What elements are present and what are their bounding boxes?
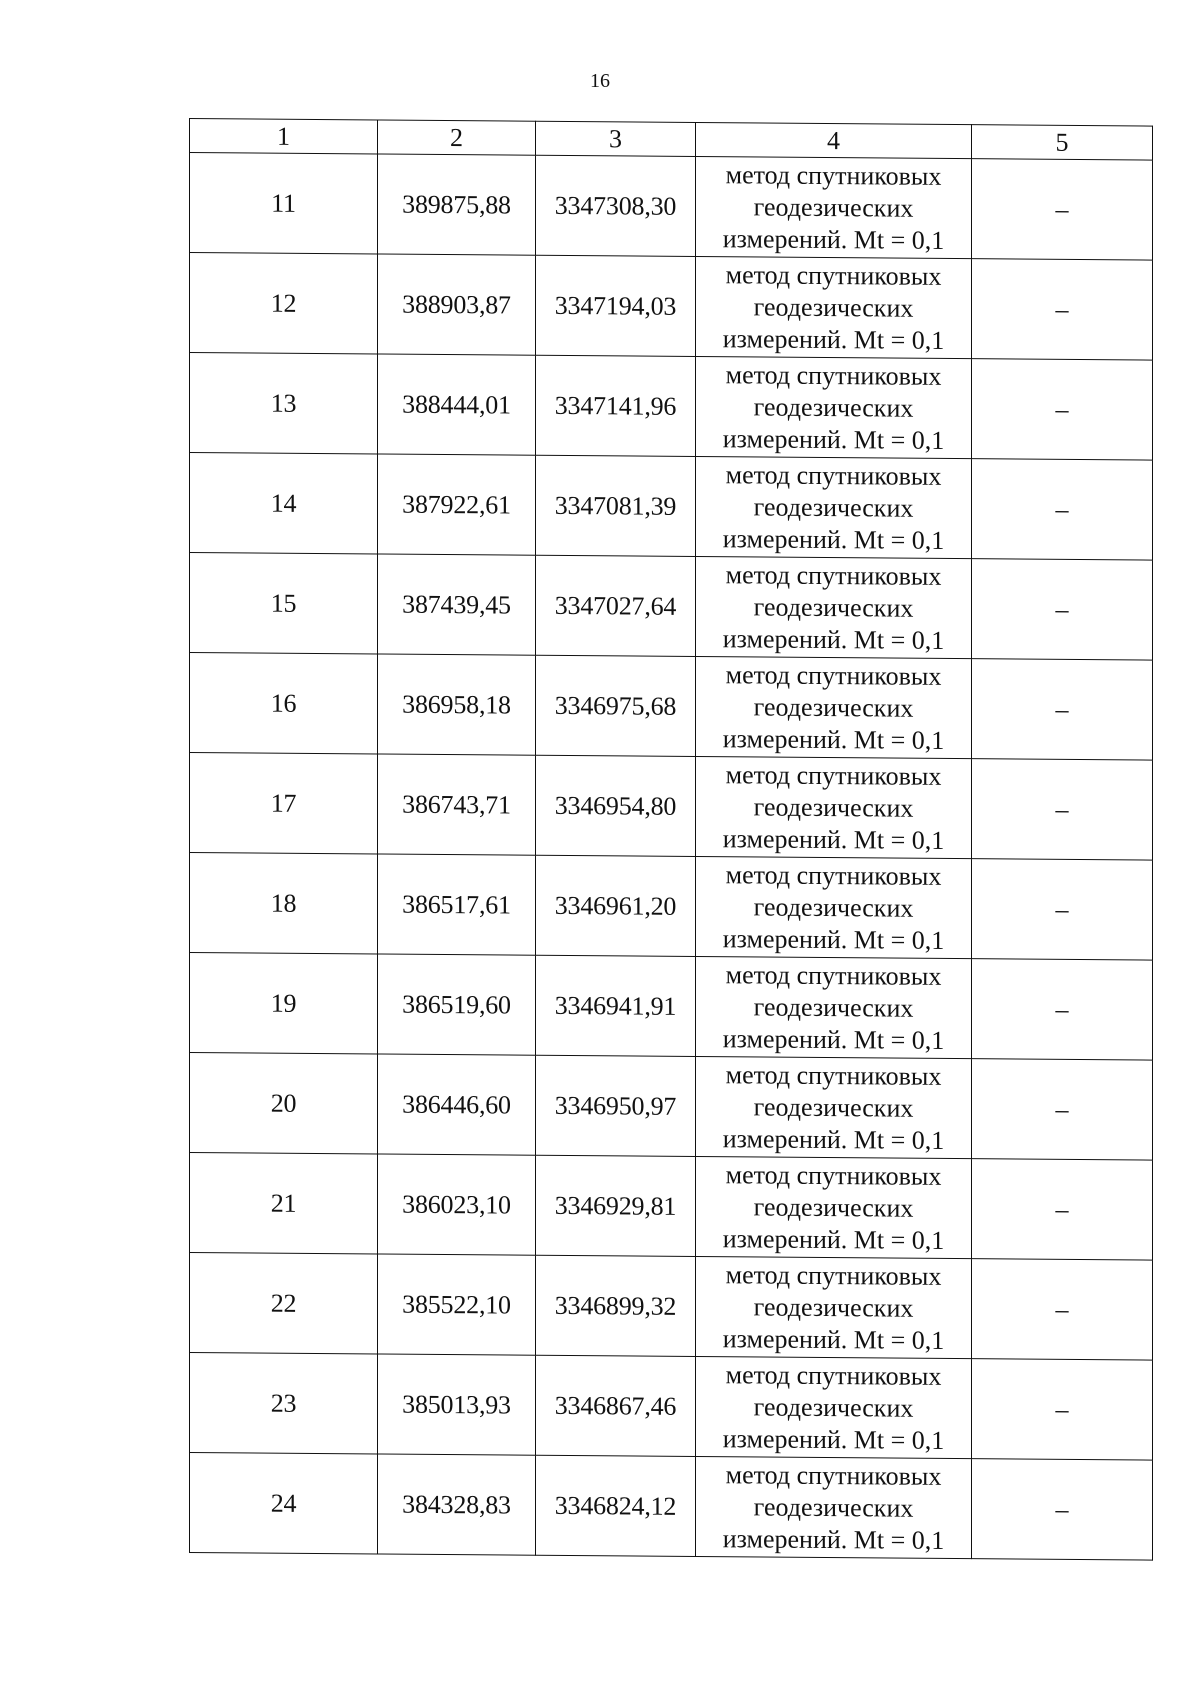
x-coordinate-cell: 384328,83	[378, 1454, 536, 1555]
table-row	[190, 253, 1153, 361]
method-cell	[696, 156, 972, 258]
method-cell	[696, 356, 972, 458]
point-number-cell: 21	[190, 1153, 378, 1254]
y-coordinate-cell: 3347194,03	[536, 255, 696, 356]
point-number-cell: 19	[190, 953, 378, 1054]
x-coordinate-cell: 386519,60	[378, 954, 536, 1055]
y-coordinate-cell: 3346867,46	[536, 1355, 696, 1456]
x-coordinate-cell: 386517,61	[378, 854, 536, 955]
column-header: 4	[696, 122, 972, 158]
point-number-cell: 15	[190, 553, 378, 654]
y-coordinate-cell: 3346954,80	[536, 755, 696, 856]
method-line: измерений. Mt = 0,1	[722, 1423, 945, 1455]
note-cell: –	[972, 1059, 1153, 1160]
method-line: измерений. Mt = 0,1	[722, 823, 945, 855]
method-line: метод спутниковых	[725, 1359, 942, 1391]
point-number-cell: 23	[190, 1353, 378, 1454]
column-header: 5	[972, 125, 1153, 160]
method-line: измерений. Mt = 0,1	[722, 1323, 945, 1355]
point-number-cell: 24	[190, 1453, 378, 1554]
method-cell	[696, 1456, 972, 1558]
method-line: геодезических	[753, 191, 914, 223]
x-coordinate-cell: 386023,10	[378, 1154, 536, 1255]
note-cell: –	[972, 159, 1153, 260]
table-row	[190, 1253, 1153, 1361]
method-line: измерений. Mt = 0,1	[722, 1023, 945, 1055]
method-line: измерений. Mt = 0,1	[722, 923, 945, 955]
method-cell	[696, 756, 972, 858]
method-line: метод спутниковых	[725, 759, 942, 791]
point-number-cell: 14	[190, 453, 378, 554]
method-line: измерений. Mt = 0,1	[722, 623, 945, 655]
point-number-cell: 18	[190, 853, 378, 954]
point-number-cell: 20	[190, 1053, 378, 1154]
note-cell: –	[972, 859, 1153, 960]
table-row	[190, 353, 1153, 461]
method-cell	[696, 456, 972, 558]
x-coordinate-cell: 388444,01	[378, 354, 536, 455]
point-number-cell: 12	[190, 253, 378, 354]
method-line: метод спутниковых	[725, 659, 942, 691]
x-coordinate-cell: 388903,87	[378, 254, 536, 355]
point-number-cell: 16	[190, 653, 378, 754]
y-coordinate-cell: 3347308,30	[536, 155, 696, 256]
method-line: измерений. Mt = 0,1	[722, 223, 945, 255]
method-line: измерений. Mt = 0,1	[722, 1223, 945, 1255]
note-cell: –	[972, 659, 1153, 760]
table-row	[190, 753, 1153, 861]
method-line: метод спутниковых	[725, 259, 942, 291]
method-cell	[696, 1056, 972, 1158]
y-coordinate-cell: 3346929,81	[536, 1155, 696, 1256]
note-cell: –	[972, 759, 1153, 860]
method-line: геодезических	[753, 491, 914, 523]
method-cell	[696, 656, 972, 758]
method-line: геодезических	[753, 391, 914, 423]
table-row	[190, 653, 1153, 761]
y-coordinate-cell: 3346941,91	[536, 955, 696, 1056]
table-row	[190, 453, 1153, 561]
y-coordinate-cell: 3346824,12	[536, 1455, 696, 1556]
page-number: 16	[590, 70, 610, 92]
note-cell: –	[972, 259, 1153, 360]
note-cell: –	[972, 1159, 1153, 1260]
method-line: метод спутниковых	[725, 959, 942, 991]
column-header: 3	[536, 121, 696, 156]
note-cell: –	[972, 559, 1153, 660]
method-line: измерений. Mt = 0,1	[722, 323, 945, 355]
method-line: геодезических	[753, 891, 914, 923]
table-row	[190, 1353, 1153, 1461]
table-row	[190, 153, 1153, 261]
method-line: геодезических	[753, 1491, 914, 1523]
method-line: измерений. Mt = 0,1	[722, 723, 945, 755]
method-line: измерений. Mt = 0,1	[722, 423, 945, 455]
method-line: геодезических	[753, 291, 914, 323]
method-line: геодезических	[753, 1391, 914, 1423]
y-coordinate-cell: 3346975,68	[536, 655, 696, 756]
table-row	[190, 953, 1153, 1061]
x-coordinate-cell: 387439,45	[378, 554, 536, 655]
table-row	[190, 1453, 1153, 1561]
method-line: геодезических	[753, 1291, 914, 1323]
table-row	[190, 553, 1153, 661]
note-cell: –	[972, 1459, 1153, 1560]
x-coordinate-cell: 387922,61	[378, 454, 536, 555]
method-cell	[696, 556, 972, 658]
method-cell	[696, 1256, 972, 1358]
method-cell	[696, 256, 972, 358]
method-line: метод спутниковых	[725, 459, 942, 491]
method-line: измерений. Mt = 0,1	[722, 523, 945, 555]
table-row	[190, 1153, 1153, 1261]
method-cell	[696, 856, 972, 958]
method-line: метод спутниковых	[725, 1159, 942, 1191]
column-header: 2	[378, 120, 536, 155]
note-cell: –	[972, 959, 1153, 1060]
method-line: измерений. Mt = 0,1	[722, 1523, 945, 1555]
method-line: геодезических	[753, 991, 914, 1023]
method-line: измерений. Mt = 0,1	[722, 1123, 945, 1155]
note-cell: –	[972, 1359, 1153, 1460]
method-line: метод спутниковых	[725, 359, 942, 391]
x-coordinate-cell: 389875,88	[378, 154, 536, 255]
y-coordinate-cell: 3347141,96	[536, 355, 696, 456]
y-coordinate-cell: 3346899,32	[536, 1255, 696, 1356]
method-line: геодезических	[753, 1191, 914, 1223]
method-line: геодезических	[753, 791, 914, 823]
point-number-cell: 17	[190, 753, 378, 854]
method-line: метод спутниковых	[725, 559, 942, 591]
coordinates-table	[189, 118, 1153, 1561]
table-row	[190, 1053, 1153, 1161]
table-row	[190, 853, 1153, 961]
y-coordinate-cell: 3347081,39	[536, 455, 696, 556]
x-coordinate-cell: 385522,10	[378, 1254, 536, 1355]
point-number-cell: 13	[190, 353, 378, 454]
method-cell	[696, 1156, 972, 1258]
point-number-cell: 22	[190, 1253, 378, 1354]
method-line: метод спутниковых	[725, 1059, 942, 1091]
method-line: геодезических	[753, 1091, 914, 1123]
method-line: метод спутниковых	[725, 159, 942, 191]
method-line: метод спутниковых	[725, 1459, 942, 1491]
y-coordinate-cell: 3346961,20	[536, 855, 696, 956]
y-coordinate-cell: 3347027,64	[536, 555, 696, 656]
method-line: метод спутниковых	[725, 859, 942, 891]
method-cell	[696, 1356, 972, 1458]
method-cell	[696, 956, 972, 1058]
note-cell: –	[972, 459, 1153, 560]
point-number-cell: 11	[190, 153, 378, 254]
column-header: 1	[190, 119, 378, 154]
note-cell: –	[972, 359, 1153, 460]
method-line: геодезических	[753, 691, 914, 723]
x-coordinate-cell: 386446,60	[378, 1054, 536, 1155]
y-coordinate-cell: 3346950,97	[536, 1055, 696, 1156]
method-line: метод спутниковых	[725, 1259, 942, 1291]
x-coordinate-cell: 385013,93	[378, 1354, 536, 1455]
x-coordinate-cell: 386743,71	[378, 754, 536, 855]
method-line: геодезических	[753, 591, 914, 623]
x-coordinate-cell: 386958,18	[378, 654, 536, 755]
note-cell: –	[972, 1259, 1153, 1360]
